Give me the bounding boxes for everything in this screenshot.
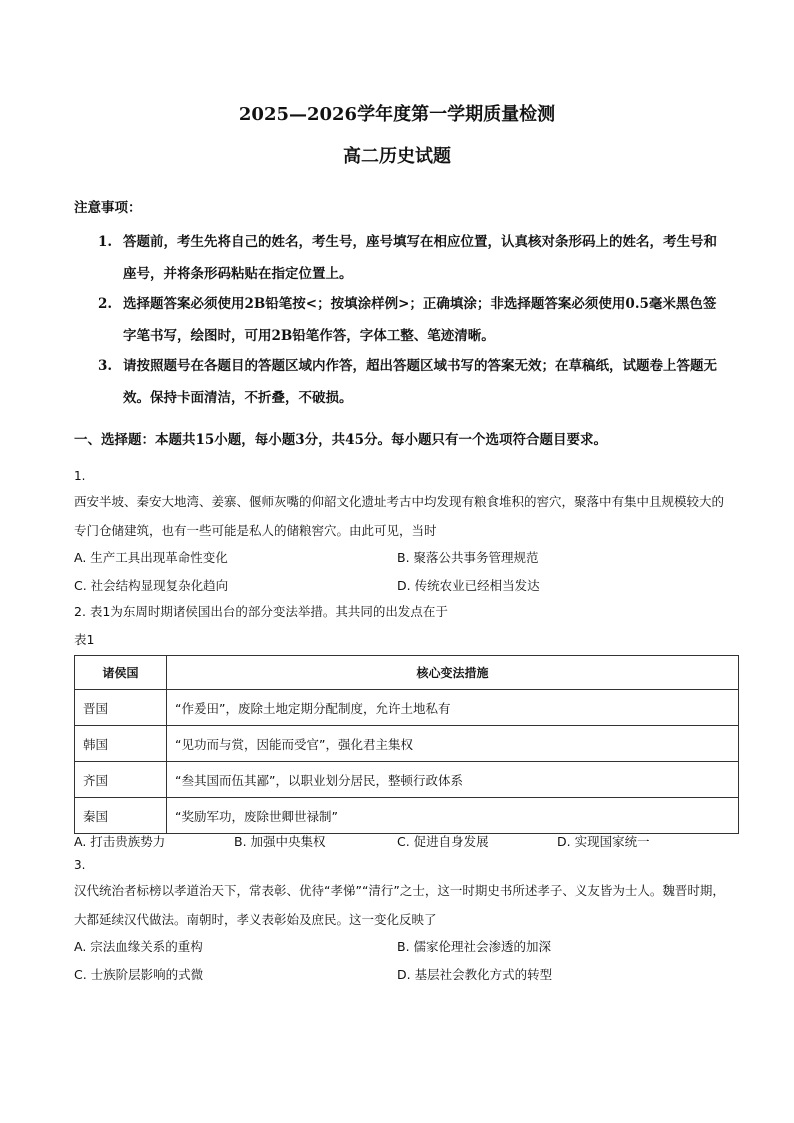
question-1-stem: 西安半坡、秦安大地湾、姜寨、偃师灰嘴的仰韶文化遗址考古中均发现有粮食堆积的窖穴，聚落中有集中且规模较大的专门仓储建筑，也有一些可能是私人的储粮窖穴。由此可见，当时: [74, 494, 725, 538]
table-row: [75, 762, 739, 798]
table-cell: “叁其国而伍其鄙”，以职业划分居民，整顿行政体系: [167, 762, 739, 798]
question-1-option-a: A. 生产工具出现革命性变化: [74, 550, 228, 565]
exam-title: 2025—2026学年度第一学期质量检测: [238, 104, 556, 125]
note-item: [98, 288, 723, 352]
table-cell: 秦国: [75, 798, 167, 834]
table-cell: “奖励军功，废除世卿世禄制”: [167, 798, 739, 834]
table-row: [75, 690, 739, 726]
question-3-option-b: B. 儒家伦理社会渗透的加深: [397, 939, 552, 954]
question-1-option-c: C. 社会结构显现复杂化趋向: [74, 578, 229, 593]
note-number: 2.: [98, 296, 113, 312]
question-3-option-c: C. 士族阶层影响的式微: [74, 967, 204, 982]
reform-table: [74, 655, 739, 834]
table-cell: “见功而与赏，因能而受官”，强化君主集权: [167, 726, 739, 762]
table-row: [75, 726, 739, 762]
question-1-number: 1.: [74, 469, 86, 483]
note-item: [98, 226, 723, 290]
question-1-option-d: D. 传统农业已经相当发达: [397, 578, 540, 593]
question-2-option-a: A. 打击贵族势力: [74, 834, 166, 849]
question-2-stem: 2. 表1为东周时期诸侯国出台的部分变法举措。其共同的出发点在于: [74, 604, 448, 619]
table-cell: 晋国: [75, 690, 167, 726]
table-row: [75, 798, 739, 834]
section-heading: 一、选择题：本题共15小题，每小题3分，共45分。每小题只有一个选项符合题目要求。: [74, 432, 607, 448]
question-3-option-a: A. 宗法血缘关系的重构: [74, 939, 203, 954]
table-cell: 齐国: [75, 762, 167, 798]
note-number: 3.: [98, 358, 113, 374]
table-header-cell: 诸侯国: [75, 656, 167, 690]
question-2-option-b: B. 加强中央集权: [234, 834, 326, 849]
exam-subtitle: 高二历史试题: [343, 146, 451, 167]
note-text: 答题前，考生先将自己的姓名，考生号，座号填写在相应位置，认真核对条形码上的姓名，考生号和座号，并将条形码粘贴在指定位置上。: [123, 234, 717, 282]
table-label: 表1: [74, 632, 95, 647]
question-3-stem: 汉代统治者标榜以孝道治天下，常表彰、优待“孝悌”“清行”之士，这一时期史书所述孝子、义友皆为士人。魏晋时期，大都延续汉代做法。南朝时，孝义表彰始及庶民。这一变化反映了: [74, 883, 725, 927]
question-2-option-d: D. 实现国家统一: [557, 834, 650, 849]
note-item: [98, 350, 723, 414]
notes-heading: 注意事项：: [74, 200, 142, 216]
question-3-number: 3.: [74, 858, 86, 872]
question-3-option-d: D. 基层社会教化方式的转型: [397, 967, 553, 982]
question-1-option-b: B. 聚落公共事务管理规范: [397, 550, 539, 565]
table-header-row: [75, 656, 739, 690]
table-cell: 韩国: [75, 726, 167, 762]
note-number: 1.: [98, 234, 113, 250]
question-2-option-c: C. 促进自身发展: [397, 834, 489, 849]
table-header-cell: 核心变法措施: [167, 656, 739, 690]
note-text: 请按照题号在各题目的答题区域内作答，超出答题区域书写的答案无效；在草稿纸，试题卷上答题无效。保持卡面清洁，不折叠，不破损。: [123, 358, 717, 406]
note-text: 选择题答案必须使用2B铅笔按<；按填涂样例>；正确填涂；非选择题答案必须使用0.5毫米黑色签字笔书写，绘图时，可用2B铅笔作答，字体工整、笔迹清晰。: [123, 296, 717, 344]
table-cell: “作爰田”，废除土地定期分配制度，允许土地私有: [167, 690, 739, 726]
